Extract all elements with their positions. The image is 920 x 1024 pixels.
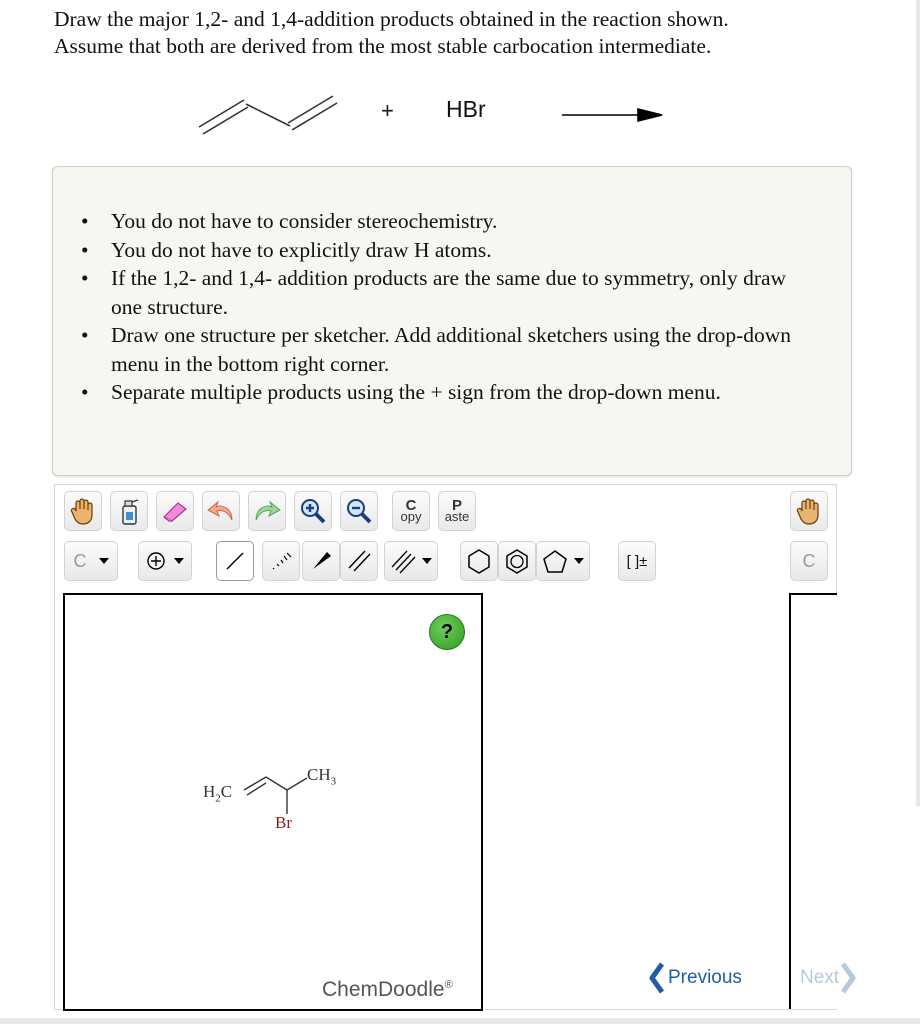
pentagon-icon (542, 548, 568, 574)
instruction-item: • If the 1,2- and 1,4- addition products are the same due to symmetry, only draw one structure. (111, 264, 811, 321)
copy-button[interactable] (392, 491, 430, 531)
zoom-out-icon (345, 497, 373, 525)
instruction-item: • Draw one structure per sketcher. Add additional sketchers using the drop-down menu in the bottom right corner. (111, 321, 811, 378)
benzene-icon (504, 548, 530, 574)
butadiene-structure (199, 96, 337, 134)
hand-icon (796, 497, 822, 525)
pan-hand-button-right[interactable] (790, 491, 828, 531)
dropdown-caret-icon (174, 558, 184, 564)
hashed-wedge-icon (269, 549, 293, 573)
spray-bottle-icon (118, 496, 140, 526)
ch3-group-label (307, 765, 336, 787)
redo-button[interactable] (248, 491, 286, 531)
bracket-charge-button[interactable] (618, 541, 656, 581)
eraser-icon (160, 499, 190, 523)
ch3-main: CH (307, 765, 331, 784)
redo-arrow-icon (252, 498, 282, 524)
h2c-c: C (220, 782, 233, 801)
charge-plus-icon (146, 551, 166, 571)
previous-button[interactable] (648, 962, 742, 994)
registered-mark: ® (444, 979, 453, 991)
instruction-item: • You do not have to consider stereochemistry. (111, 207, 811, 236)
plus-sign: + (381, 98, 394, 123)
instructions-panel (52, 166, 852, 476)
question-line-2: Assume that both are derived from the most stable carbocation intermediate. (54, 34, 712, 58)
pan-hand-button[interactable] (64, 491, 102, 531)
chevron-left-icon (648, 962, 664, 994)
chemdoodle-logo (322, 978, 453, 1002)
paste-button[interactable] (438, 491, 476, 531)
double-bond-icon (346, 548, 372, 574)
dropdown-caret-icon (99, 558, 109, 564)
single-bond-button[interactable] (216, 541, 254, 581)
chemdoodle-brand: ChemDoodle (322, 978, 445, 1001)
element-dropdown-right[interactable] (790, 541, 828, 581)
help-button[interactable] (429, 614, 465, 650)
undo-button[interactable] (202, 491, 240, 531)
question-line-1: Draw the major 1,2- and 1,4-addition products obtained in the reaction shown. (54, 7, 729, 31)
zoom-out-button[interactable] (340, 491, 378, 531)
undo-arrow-icon (206, 498, 236, 524)
instructions-list (111, 207, 811, 407)
paste-label (444, 497, 470, 524)
element-dropdown[interactable] (64, 541, 118, 581)
single-bond-icon (223, 549, 247, 573)
triple-bond-icon (390, 548, 416, 574)
ch3-subscript: 3 (330, 775, 337, 788)
bromine-label: Br (275, 813, 292, 832)
paste-label-big: P (451, 497, 462, 514)
question-text (54, 6, 729, 60)
page-scroll-edge (916, 0, 920, 806)
bracket-label: [ ]± (626, 552, 648, 570)
wedge-bond-button[interactable] (302, 541, 340, 581)
instruction-item: • Separate multiple products using the + sign from the drop-down menu. (111, 378, 811, 407)
double-bond-button[interactable] (340, 541, 378, 581)
element-label-right: C (802, 550, 816, 571)
zoom-in-icon (299, 497, 327, 525)
instruction-item: • You do not have to explicitly draw H atoms. (111, 236, 811, 265)
clear-button[interactable] (110, 491, 148, 531)
next-label: Next (800, 967, 840, 988)
chevron-right-icon (841, 962, 857, 994)
paste-label-small: aste (444, 509, 470, 524)
reaction-arrow (562, 109, 662, 121)
benzene-button[interactable] (498, 541, 536, 581)
ring-dropdown[interactable] (536, 541, 590, 581)
reagent-hbr: HBr (446, 96, 486, 122)
zoom-in-button[interactable] (294, 491, 332, 531)
wedge-bond-icon (309, 549, 333, 573)
element-label: C (73, 550, 87, 571)
previous-label: Previous (668, 967, 742, 988)
h2c-h: H (203, 782, 216, 801)
dropdown-caret-icon (574, 558, 584, 564)
cyclohexane-button[interactable] (460, 541, 498, 581)
help-label: ? (440, 620, 454, 643)
charge-dropdown[interactable] (138, 541, 192, 581)
h2c-subscript: 2 (215, 792, 221, 805)
next-button[interactable] (800, 962, 857, 994)
copy-label-big: C (405, 497, 417, 514)
sketcher-canvas-2[interactable] (789, 593, 840, 1009)
dropdown-caret-icon (422, 558, 432, 564)
hand-icon (70, 497, 96, 525)
copy-label (400, 497, 422, 524)
h2c-group-label (203, 782, 232, 804)
copy-label-small: opy (400, 509, 422, 524)
eraser-button[interactable] (156, 491, 194, 531)
triple-bond-dropdown[interactable] (384, 541, 438, 581)
page-bottom-edge (0, 1018, 920, 1024)
hashed-bond-button[interactable] (262, 541, 300, 581)
hexagon-icon (466, 548, 492, 574)
